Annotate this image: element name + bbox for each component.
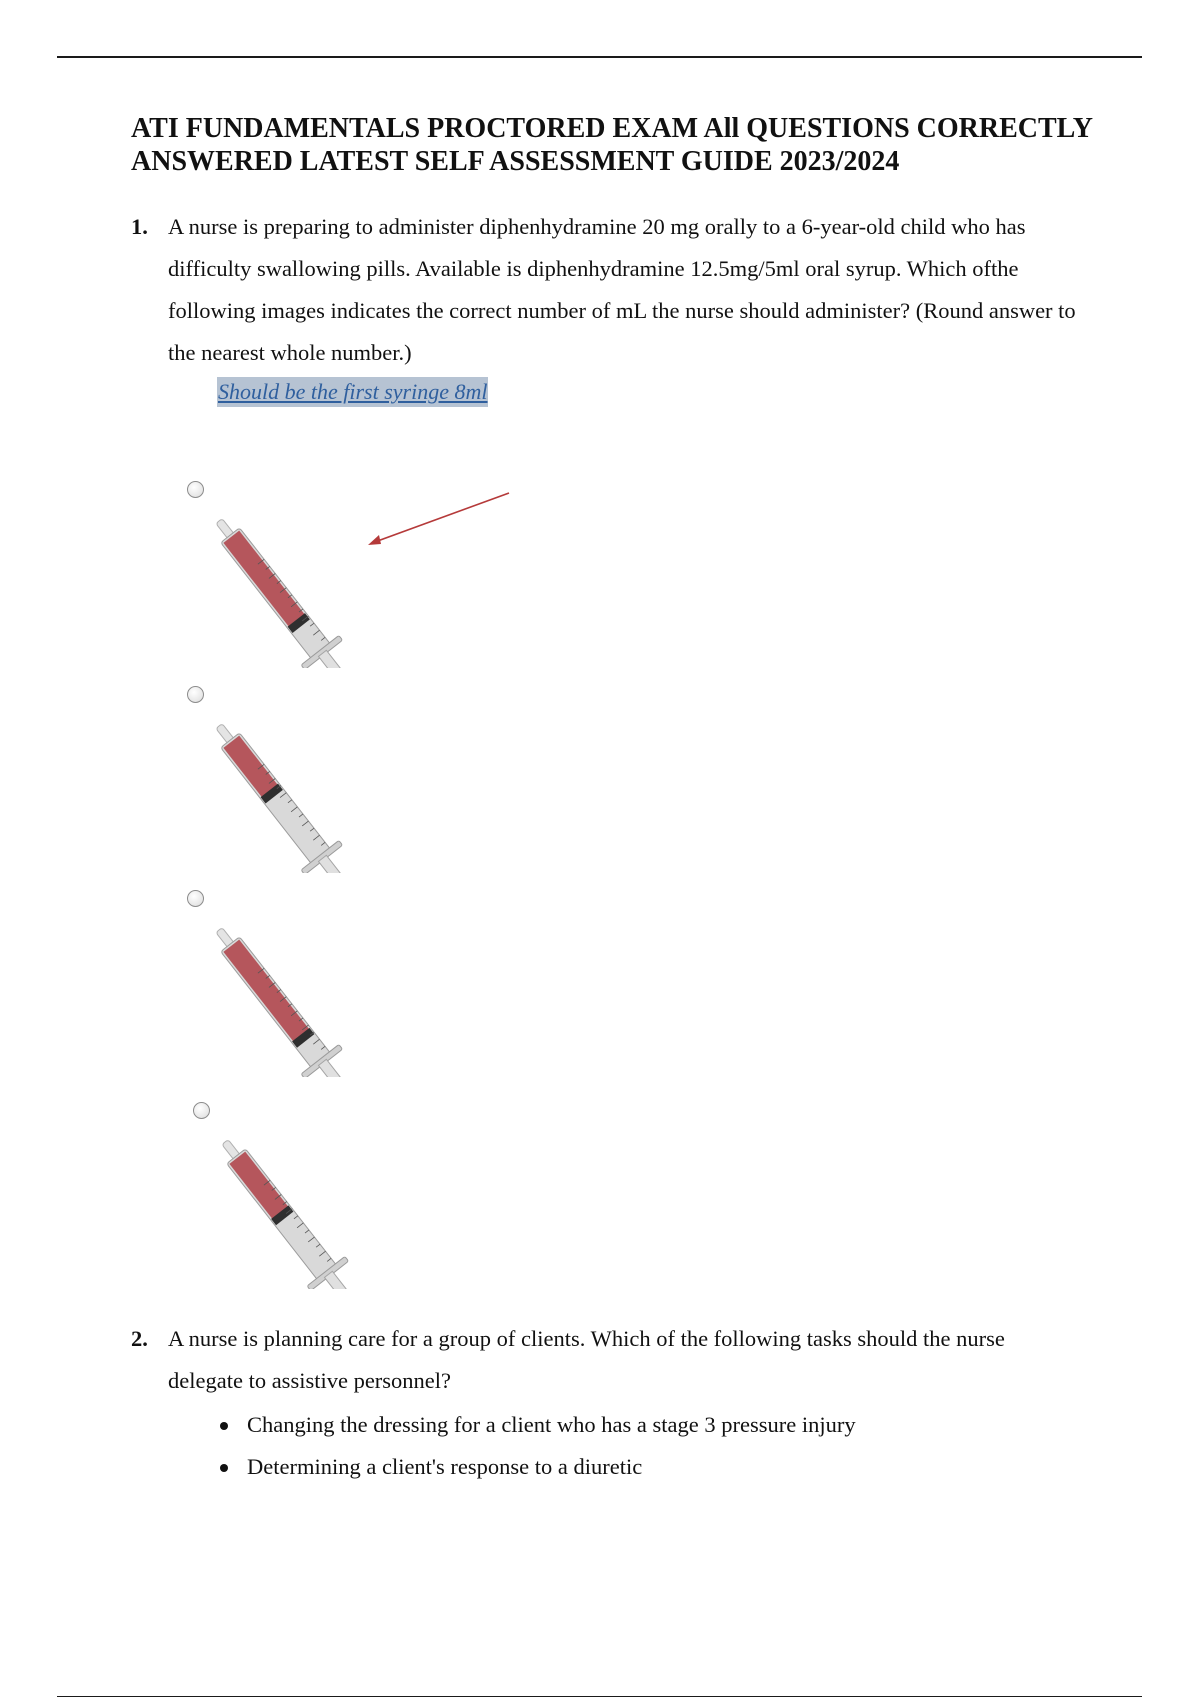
question-text: A nurse is planning care for a group of clients. Which of the following tasks should the nurse delegate to assistive personnel? (168, 1326, 1005, 1393)
page-title (131, 112, 1131, 178)
syringe-syrup (229, 1152, 290, 1222)
syringe-syrup (223, 940, 311, 1044)
syringe-icon (199, 698, 389, 873)
syringe-plunger-rod (318, 650, 343, 668)
option-2[interactable] (187, 686, 397, 881)
page-title-line-1: ATI FUNDAMENTALS PROCTORED EXAM All QUESTIONS CORRECTLY (131, 113, 1093, 144)
question-1 (131, 206, 1081, 374)
option-4[interactable] (193, 1102, 403, 1297)
arrow-icon (360, 488, 515, 550)
header-rule (57, 56, 1142, 58)
question-2 (131, 1318, 1081, 1402)
choice-text: Changing the dressing for a client who has a stage 3 pressure injury (247, 1412, 856, 1437)
syringe-plunger-rod (318, 855, 343, 873)
syringe-plunger-rod (324, 1271, 349, 1289)
footer-rule (57, 1696, 1142, 1697)
answer-note: Should be the first syringe 8ml (217, 377, 488, 407)
page-title-line-2: ANSWERED LATEST SELF ASSESSMENT GUIDE 2023/2024 (131, 146, 900, 177)
question-number: 1. (131, 214, 148, 239)
bullet-icon (220, 1464, 228, 1472)
list-item[interactable] (218, 1446, 856, 1488)
bullet-icon (220, 1422, 228, 1430)
question-text: A nurse is preparing to administer diphenhydramine 20 mg orally to a 6-year-old child who has difficulty swallowing pills. Available is diphenhydramine 12.5mg/5ml oral syrup. Which ofthe following images indicates the correct number of mL the nurse should administer? (Round answer to the nearest whole number.) (168, 214, 1076, 365)
question-number: 2. (131, 1326, 148, 1351)
syringe-plunger-rod (318, 1059, 343, 1077)
option-3[interactable] (187, 890, 397, 1085)
answer-choices (218, 1404, 856, 1488)
syringe-syrup (223, 531, 306, 630)
syringe-icon (205, 1114, 395, 1289)
list-item[interactable] (218, 1404, 856, 1446)
syringe-icon (199, 902, 389, 1077)
choice-text: Determining a client's response to a diuretic (247, 1454, 643, 1479)
